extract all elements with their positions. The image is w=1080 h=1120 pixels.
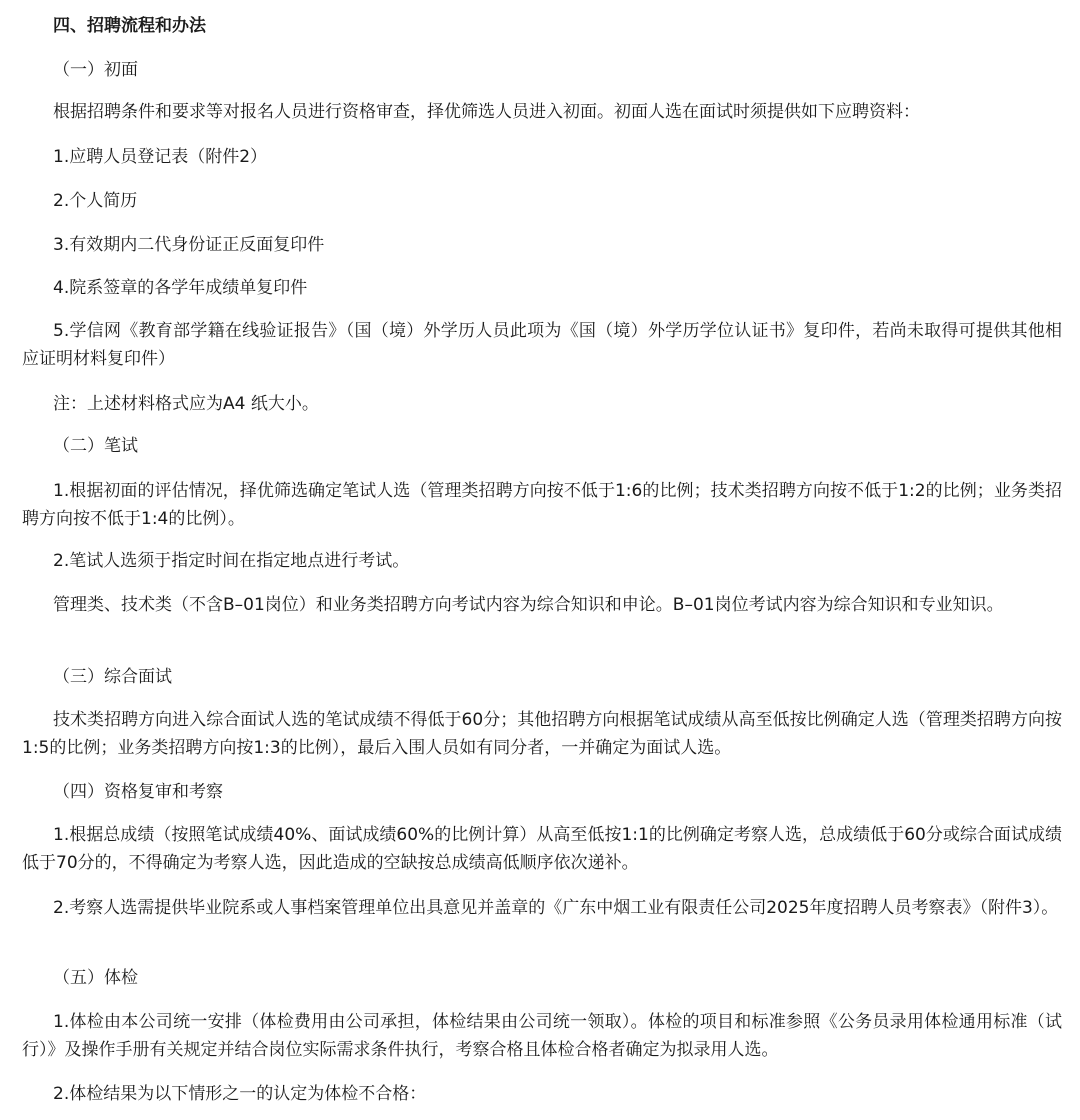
subsection-heading-3: （三）综合面试 (53, 667, 172, 687)
paragraph-review-2: 2.考察人选需提供毕业院系或人事档案管理单位出具意见并盖章的《广东中烟工业有限责任公司2025年度招聘人员考察表》（附件3）。 (53, 898, 1059, 918)
paragraph-review-1: 1.根据总成绩（按照笔试成绩40%、面试成绩60%的比例计算）从高至低按1:1的比例确定考察人选，总成绩低于60分或综合面试成绩低于70分的，不得确定为考察人选，因此造成的空缺按总成绩高低顺序依次递补。 (22, 825, 1062, 873)
paragraph-medical-1: 1.体检由本公司统一安排（体检费用由公司承担，体检结果由公司统一领取）。体检的项目和标准参照《公务员录用体检通用标准（试行）》及操作手册有关规定并结合岗位实际需求条件执行，考察合格且体检合格者确定为拟录用人选。 (22, 1012, 1062, 1060)
list-item: 2.个人简历 (53, 191, 138, 211)
note-text: 注：上述材料格式应为A4 纸大小。 (53, 394, 319, 414)
paragraph-initial-interview-intro: 根据招聘条件和要求等对报名人员进行资格审查，择优筛选人员进入初面。初面人选在面试时须提供如下应聘资料： (53, 102, 920, 122)
list-item: 5.学信网《教育部学籍在线验证报告》（国（境）外学历人员此项为《国（境）外学历学位认证书》复印件，若尚未取得可提供其他相应证明材料复印件） (22, 321, 1062, 369)
section-title: 四、招聘流程和办法 (53, 16, 206, 36)
list-item: 1.应聘人员登记表（附件2） (53, 147, 268, 167)
subsection-heading-2: （二）笔试 (53, 436, 138, 456)
paragraph-medical-2: 2.体检结果为以下情形之一的认定为体检不合格： (53, 1084, 427, 1104)
list-item: 4.院系签章的各学年成绩单复印件 (53, 278, 308, 298)
paragraph-interview: 技术类招聘方向进入综合面试人选的笔试成绩不得低于60分；其他招聘方向根据笔试成绩从高至低按比例确定人选（管理类招聘方向按1:5的比例；业务类招聘方向按1:3的比例），最后入围人员如有同分者，一并确定为面试人选。 (22, 710, 1062, 758)
list-item: 3.有效期内二代身份证正反面复印件 (53, 235, 325, 255)
subsection-heading-5: （五）体检 (53, 968, 138, 988)
paragraph-written-exam-content: 管理类、技术类（不含B–01岗位）和业务类招聘方向考试内容为综合知识和申论。B–01岗位考试内容为综合知识和专业知识。 (53, 595, 1004, 615)
paragraph-written-exam-1: 1.根据初面的评估情况，择优筛选确定笔试人选（管理类招聘方向按不低于1:6的比例；技术类招聘方向按不低于1:2的比例；业务类招聘方向按不低于1:4的比例）。 (22, 481, 1062, 529)
subsection-heading-1: （一）初面 (53, 60, 138, 80)
subsection-heading-4: （四）资格复审和考察 (53, 782, 223, 802)
paragraph-written-exam-2: 2.笔试人选须于指定时间在指定地点进行考试。 (53, 551, 410, 571)
